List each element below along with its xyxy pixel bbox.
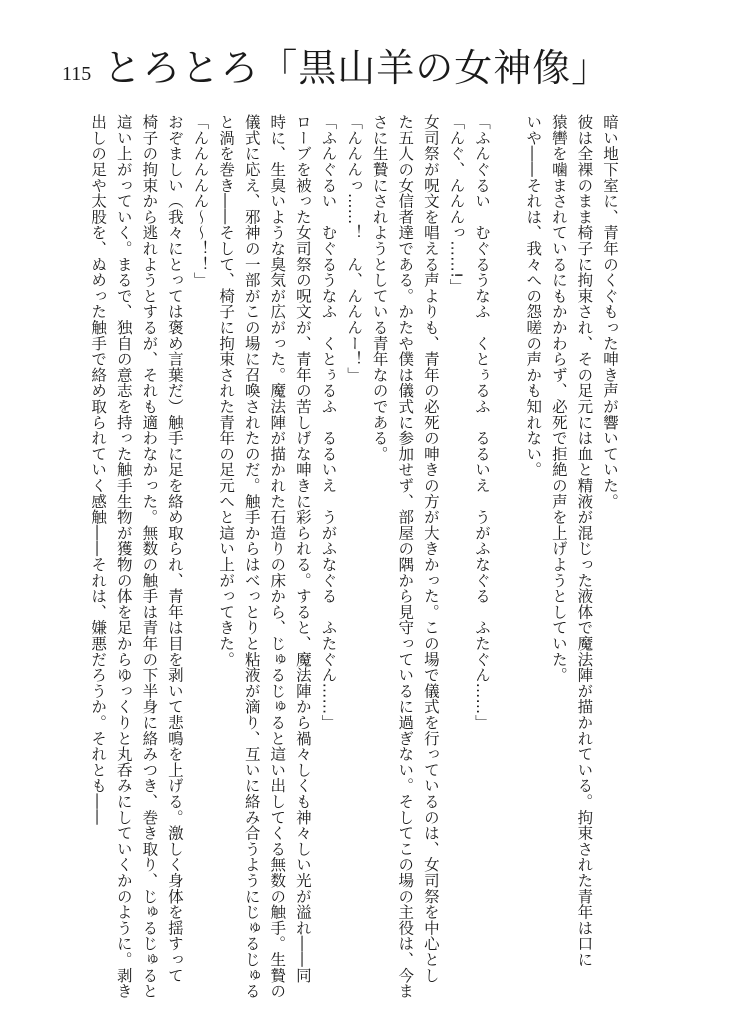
- text-line: 彼は全裸のまま椅子に拘束され、その足元には血と精液が混じった液体で魔法陣が描かれている。拘束された青年は口に: [575, 114, 594, 968]
- text-line: 「んぐ、んんんっ……!」: [447, 114, 466, 295]
- text-line: 暗い地下室に、青年のくぐもった呻き声が響いていた。: [601, 114, 619, 509]
- text-line: と渦を巻き――そして、椅子に拘束された青年の足元へと這い上がってきた。: [217, 114, 236, 667]
- text-line: 這い上がっていく。まるで、独自の意志を持った触手生物が獲物の体を足からゆっくりと丸呑みにしていくかのように。剥き: [114, 114, 133, 999]
- vertical-body-text: [89, 114, 622, 999]
- text-line: 猿轡を噛まされているにもかかわらず、必死で拒絶の声を上げようとしていた。: [549, 114, 568, 683]
- chapter-title: とろとろ「黒山羊の女神像」: [103, 46, 611, 90]
- text-line: ローブを被った女司祭の呪文が、青年の苦しげな呻きに彩られる。すると、魔法陣から禍々しくも神々しい光が溢れ――同: [293, 114, 312, 983]
- text-line: 「んんんんん〜〜！！」: [191, 114, 210, 288]
- text-line: 「んんんっ……！ ん、んんんー！」: [345, 114, 364, 383]
- text-line: [494, 114, 520, 922]
- text-line: 椅子の拘束から逃れようとするが、それも適わなかった。無数の触手は青年の下半身に絡みつき、巻き取り、じゅるじゅると: [140, 114, 159, 999]
- text-line: 時に、生臭いような臭気が広がった。魔法陣が描かれた石造りの床から、じゅるじゅると這い出してくる無数の触手。生贄の: [268, 114, 287, 999]
- page-header: [62, 36, 682, 92]
- text-line: いや――それは、我々への怨嗟の声かも知れない。: [524, 114, 543, 478]
- text-line: 出しの足や太股を、ぬめった触手で絡め取られていく感触――それは、嫌悪だろうか。それとも――: [89, 114, 108, 825]
- text-line: た五人の女信者達である。かたや僕は儀式に参加せず、部屋の隅から見守っているに過ぎない。そしてこの場の主役は、今ま: [396, 114, 415, 999]
- text-line: 儀式に応え、邪神の一部がこの場に召喚されたのだ。触手からはべっとりと粘液が滴り、互いに絡み合うようにじゅるじゅる: [242, 114, 261, 999]
- text-line: おぞましい（我々にとっては褒め言葉だ）触手に足を絡め取られ、青年は目を剥いて悲鳴を上げる。激しく身体を揺すって: [165, 114, 184, 983]
- text-line: 「ふんぐるい むぐるうなふ くとぅるふ るるいえ うがふなぐる ふたぐん……」: [473, 114, 492, 731]
- page-number: 115: [62, 63, 92, 85]
- text-line: 「ふんぐるい むぐるうなふ くとぅるふ るるいえ うがふなぐる ふたぐん……」: [319, 114, 338, 731]
- text-line: 女司祭が呪文を唱える声よりも、青年の必死の呻きの方が大きかった。この場で儀式を行っているのは、女司祭を中心とし: [421, 114, 440, 983]
- text-line: さに生贄にされようとしている青年なのである。: [370, 114, 389, 462]
